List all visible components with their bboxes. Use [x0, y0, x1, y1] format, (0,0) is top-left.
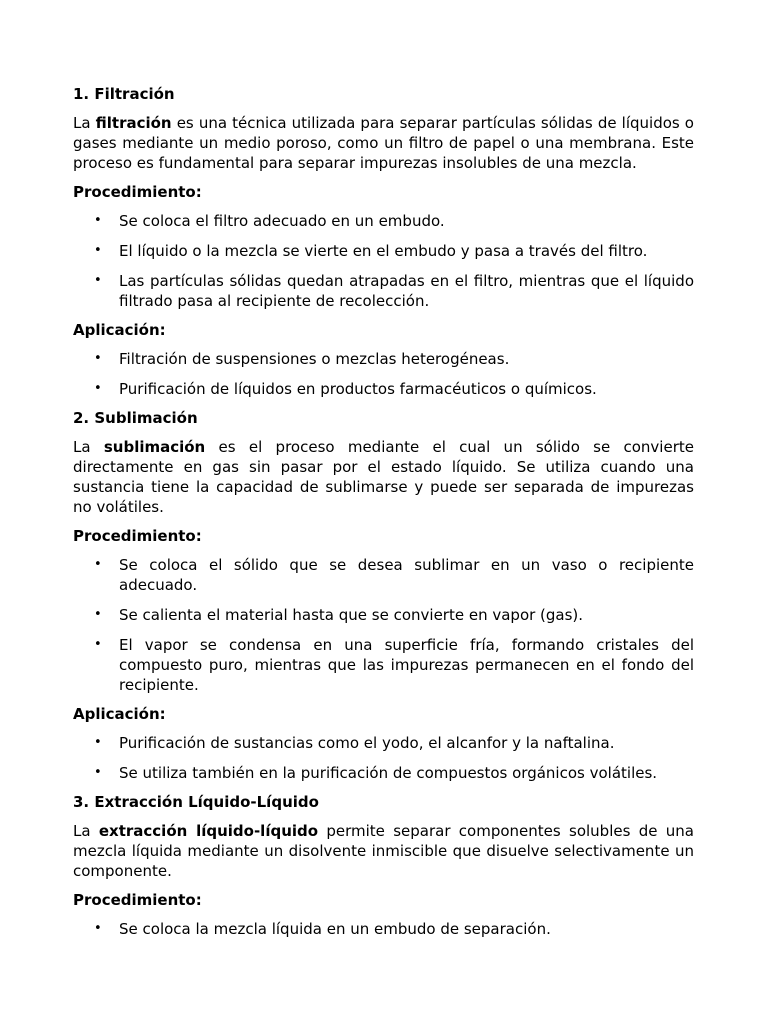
intro-text: es el proceso mediante el cual un sólido se convierte directamente en gas sin pasar por el estado líquido. Se utiliza cuando una sustancia tiene la capacidad de sublimarse y puede ser separada de impurezas no volátiles.	[73, 438, 694, 516]
intro-text: es una técnica utilizada para separar partículas sólidas de líquidos o gases mediante un medio poroso, como un filtro de papel o una membrana. Este proceso es fundamental para separar impurezas insolubles de una mezcla.	[73, 114, 694, 172]
intro-text: permite separar componentes solubles de una mezcla líquida mediante un disolvente inmiscible que disuelve selectivamente un componente.	[73, 822, 694, 880]
list-item-text: Purificación de sustancias como el yodo, el alcanfor y la naftalina.	[119, 734, 615, 752]
section-heading: 3. Extracción Líquido-Líquido	[73, 793, 319, 811]
list-item	[94, 349, 694, 369]
list-item-text: Se utiliza también en la purificación de compuestos orgánicos volátiles.	[119, 764, 658, 782]
list-item	[94, 733, 694, 753]
bullet-icon: •	[94, 273, 102, 288]
list-item	[94, 763, 694, 783]
section-intro	[73, 437, 694, 517]
bullet-icon: •	[94, 735, 102, 750]
list-item	[94, 605, 694, 625]
intro-text: La	[73, 114, 96, 132]
list-item-text: Se coloca el filtro adecuado en un embudo.	[119, 212, 445, 230]
bullet-icon: •	[94, 381, 102, 396]
list-item-text: Purificación de líquidos en productos farmacéuticos o químicos.	[119, 380, 597, 398]
intro-text: La	[73, 438, 104, 456]
list-item-text: Se coloca la mezcla líquida en un embudo de separación.	[119, 920, 551, 938]
procedure-list	[73, 919, 694, 939]
procedure-list	[73, 555, 694, 695]
list-item-text: El vapor se condensa en una superficie fría, formando cristales del compuesto puro, mientras que las impurezas permanecen en el fondo del recipiente.	[119, 636, 694, 694]
intro-text: La	[73, 822, 99, 840]
procedure-label: Procedimiento:	[73, 183, 202, 201]
intro-term: extracción líquido-líquido	[98, 822, 319, 840]
application-label: Aplicación:	[73, 321, 166, 339]
list-item-text: Se calienta el material hasta que se convierte en vapor (gas).	[119, 606, 584, 624]
bullet-icon: •	[94, 557, 102, 572]
list-item	[94, 919, 694, 939]
list-item-text: Filtración de suspensiones o mezclas heterogéneas.	[119, 350, 510, 368]
procedure-label: Procedimiento:	[73, 891, 202, 909]
list-item-text: Las partículas sólidas quedan atrapadas en el filtro, mientras que el líquido filtrado pasa al recipiente de recolección.	[119, 272, 694, 310]
procedure-list	[73, 211, 694, 311]
list-item	[94, 271, 694, 311]
application-label: Aplicación:	[73, 705, 166, 723]
application-list	[73, 349, 694, 399]
list-item	[94, 635, 694, 695]
section-heading: 2. Sublimación	[73, 409, 198, 427]
list-item	[94, 555, 694, 595]
section-heading: 1. Filtración	[73, 85, 175, 103]
section-intro	[73, 821, 694, 881]
list-item	[94, 241, 694, 261]
bullet-icon: •	[94, 607, 102, 622]
bullet-icon: •	[94, 351, 102, 366]
list-item-text: El líquido o la mezcla se vierte en el embudo y pasa a través del filtro.	[119, 242, 648, 260]
bullet-icon: •	[94, 765, 102, 780]
list-item	[94, 379, 694, 399]
bullet-icon: •	[94, 213, 102, 228]
intro-term: filtración	[95, 114, 172, 132]
application-list	[73, 733, 694, 783]
list-item	[94, 211, 694, 231]
bullet-icon: •	[94, 921, 102, 936]
intro-term: sublimación	[103, 438, 206, 456]
procedure-label: Procedimiento:	[73, 527, 202, 545]
section-intro	[73, 113, 694, 173]
bullet-icon: •	[94, 637, 102, 652]
list-item-text: Se coloca el sólido que se desea sublimar en un vaso o recipiente adecuado.	[119, 556, 694, 594]
bullet-icon: •	[94, 243, 102, 258]
